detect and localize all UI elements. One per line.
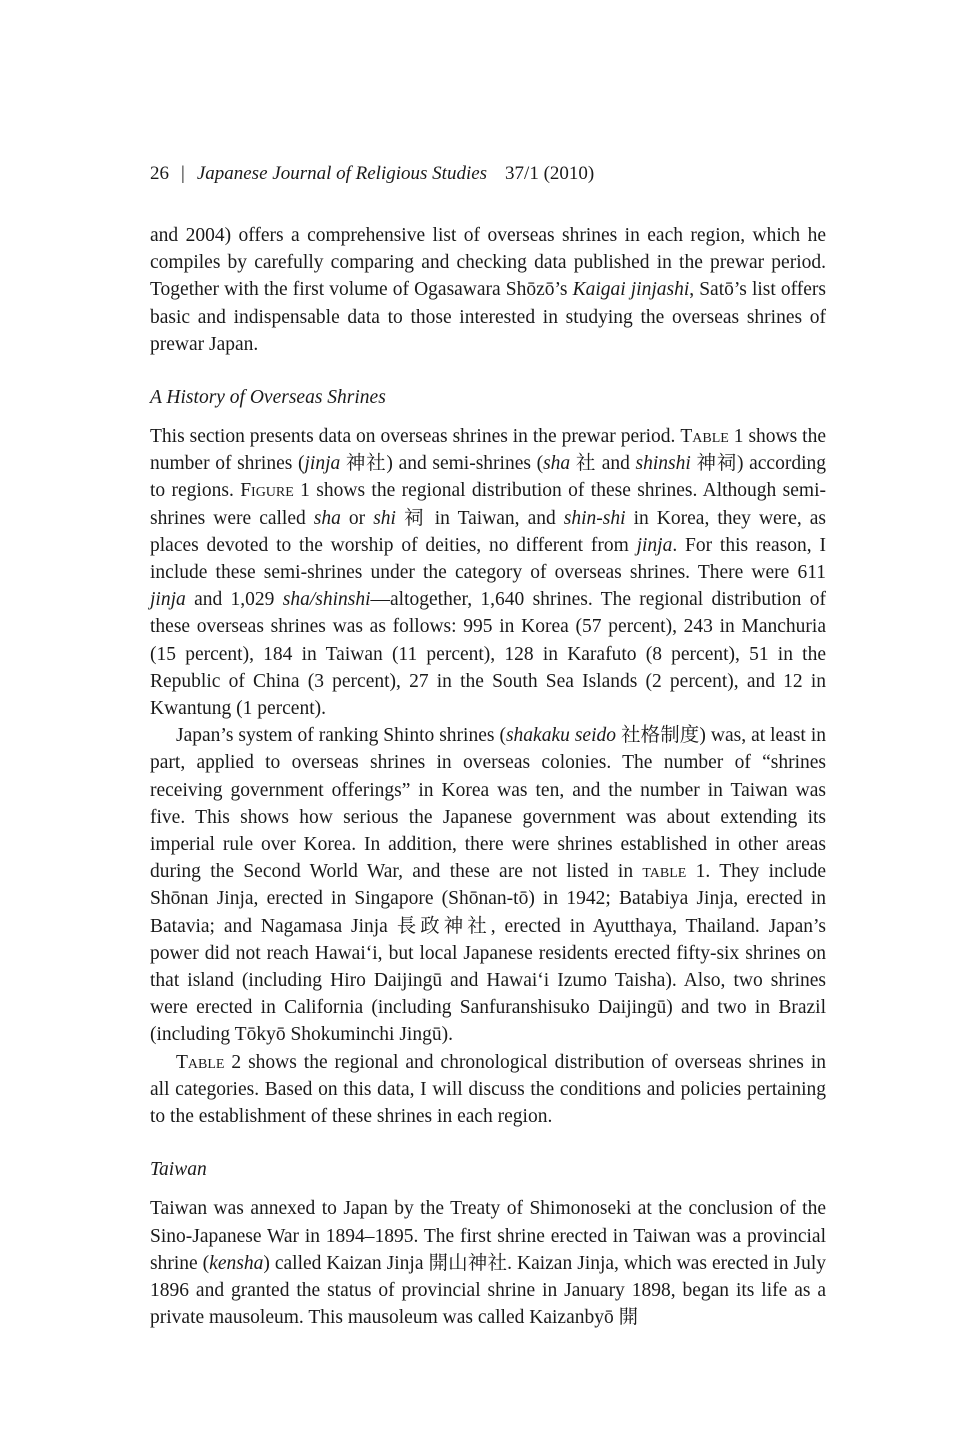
running-header <box>150 160 826 190</box>
paragraph-taiwan: Taiwan was annexed to Japan by the Treaty of Shimonoseki at the conclusion of the Sino-Japanese War in 1894–1895. The first shrine erected in Taiwan was a provincial shrine (kensha) called Kaizan Jinja 開山神社. Kaizan Jinja, which was erected in July 1896 and granted the status of provincial shrine in January 1898, began its life as a private mausoleum. This mausoleum was called Kaizanbyō 開 <box>150 1198 826 1329</box>
header-separator: | <box>181 163 185 184</box>
journal-title: Japanese Journal of Religious Studies <box>196 163 488 184</box>
journal-volume: 37/1 (2010) <box>505 163 595 184</box>
section-heading-history: A History of Overseas Shrines <box>150 387 386 409</box>
paragraph-shrine-counts: This section presents data on overseas shrines in the prewar period. Table 1 shows the number of shrines (jinja 神社) and semi-shrines (sha 社 and shinshi 神祠) according to regions. Figure 1 shows the regional distribution of these shrines. Although semi-shrines were called sha or shi 祠 in Taiwan, and shin-shi in Korea, they were, as places devoted to the worship of deities, no different from jinja. For this reason, I include these semi-shrines under the category of overseas shrines. There were 611 jinja and 1,029 sha/shinshi—altogether, 1,640 shrines. The regional distribution of these overseas shrines was as follows: 995 in Korea (57 percent), 243 in Manchuria (15 percent), 184 in Taiwan (11 percent), 128 in Karafuto (8 percent), 51 in the Republic of China (3 percent), 27 in the South Sea Islands (2 percent), and 12 in Kwantung (1 percent). <box>150 426 826 720</box>
page <box>150 160 826 1331</box>
paragraph-ranking-system: Japan’s system of ranking Shinto shrines (shakaku seido 社格制度) was, at least in part, applied to overseas shrines in overseas colonies. The number of “shrines receiving government offerings” in Korea was ten, and the number in Taiwan was five. This shows how serious the Japanese government was about extending its imperial rule over Korea. In addition, there were shrines established in other areas during the Second World War, and these are not listed in table 1. They include Shōnan Jinja, erected in Singapore (Shōnan-tō) in 1942; Batabiya Jinja, erected in Batavia; and Nagamasa Jinja 長政神社, erected in Ayutthaya, Thailand. Japan’s power did not reach Hawai‘i, but local Japanese residents erected fifty-six shrines on that island (including Hiro Daijingū and Hawai‘i Izumo Taisha). Also, two shrines were erected in California (including Sanfuranshisuko Daijingū) and two in Brazil (including Tōkyō Shokuminchi Jingū). <box>150 725 827 1046</box>
section-heading-taiwan: Taiwan <box>150 1159 207 1181</box>
paragraph-intro: and 2004) offers a comprehensive list of overseas shrines in each region, which he compiles by carefully comparing and checking data published in the prewar period. Together with the first volume of Ogasawara Shōzō’s Kaigai jinjashi, Satō’s list offers basic and indispensable data to those interested in studying the overseas shrines of prewar Japan. <box>150 225 826 355</box>
page-number: 26 <box>150 163 169 184</box>
paragraph-table-two: Table 2 shows the regional and chronological distribution of overseas shrines in all categories. Based on this data, I will discuss the conditions and policies pertaining to the establishment of these shrines in each region. <box>150 1051 826 1128</box>
